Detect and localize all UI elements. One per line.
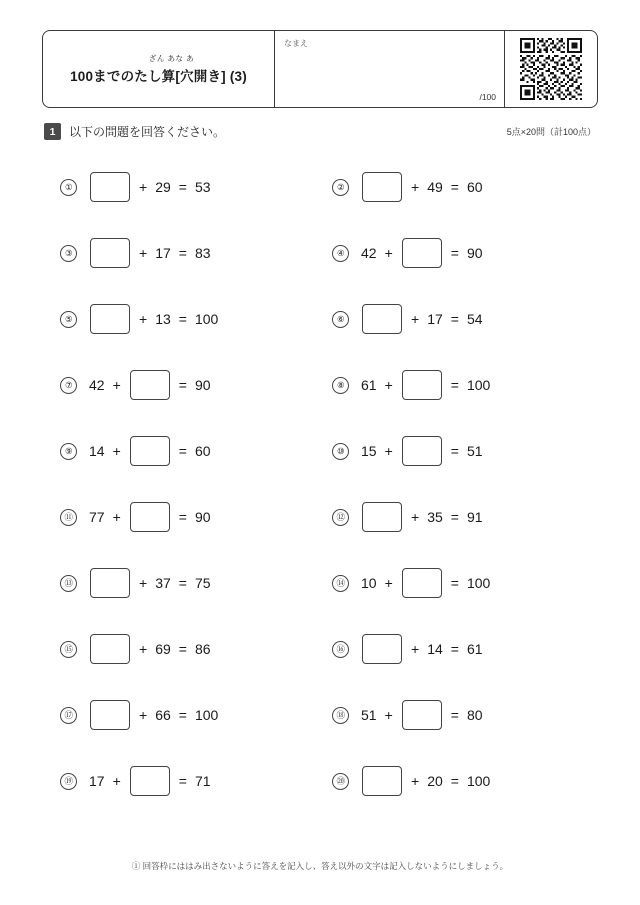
plus-operator: + [139, 179, 148, 195]
left-operand: 14 [89, 443, 105, 459]
problem-number: ① [60, 179, 77, 196]
equals-operator: = [450, 443, 459, 459]
plus-operator: + [411, 311, 420, 327]
result-value: 100 [194, 311, 219, 327]
plus-operator: + [139, 707, 148, 723]
plus-operator: + [384, 377, 393, 393]
plus-operator: + [139, 641, 148, 657]
problem-item [42, 220, 320, 286]
problem-number: ⑭ [332, 575, 349, 592]
answer-box[interactable] [90, 304, 130, 334]
plus-operator: + [139, 245, 148, 261]
equals-operator: = [450, 509, 459, 525]
right-operand: 49 [427, 179, 443, 195]
result-value: 75 [194, 575, 211, 591]
answer-box[interactable] [90, 238, 130, 268]
left-operand: 77 [89, 509, 105, 525]
result-value: 54 [466, 311, 483, 327]
problem-number: ⑨ [60, 443, 77, 460]
answer-box[interactable] [362, 634, 402, 664]
problem-number: ⑮ [60, 641, 77, 658]
result-value: 90 [194, 509, 211, 525]
problem-item [320, 220, 598, 286]
instruction-row [42, 123, 598, 140]
result-value: 53 [194, 179, 211, 195]
problem-number: ⑪ [60, 509, 77, 526]
equals-operator: = [178, 773, 187, 789]
equals-operator: = [450, 707, 459, 723]
answer-box[interactable] [362, 172, 402, 202]
plus-operator: + [384, 575, 393, 591]
qr-cell [505, 31, 597, 107]
problem-item [320, 748, 598, 814]
problem-number: ④ [332, 245, 349, 262]
answer-box[interactable] [90, 172, 130, 202]
problem-number: ⑯ [332, 641, 349, 658]
page-title: 100までのたし算[穴開き] (3) [70, 69, 247, 84]
left-operand: 17 [89, 773, 105, 789]
right-operand: 35 [427, 509, 443, 525]
answer-box[interactable] [362, 502, 402, 532]
plus-operator: + [139, 575, 148, 591]
left-operand: 61 [361, 377, 377, 393]
score-slot: /100 [479, 92, 496, 102]
equals-operator: = [450, 179, 459, 195]
right-operand: 29 [155, 179, 171, 195]
answer-box[interactable] [130, 370, 170, 400]
problem-number: ⑩ [332, 443, 349, 460]
problem-item [320, 682, 598, 748]
result-value: 100 [466, 575, 491, 591]
problem-item [42, 286, 320, 352]
equals-operator: = [178, 443, 187, 459]
answer-box[interactable] [362, 766, 402, 796]
result-value: 100 [466, 773, 491, 789]
equals-operator: = [450, 773, 459, 789]
equals-operator: = [450, 245, 459, 261]
right-operand: 69 [155, 641, 171, 657]
answer-box[interactable] [90, 568, 130, 598]
plus-operator: + [411, 773, 420, 789]
answer-box[interactable] [362, 304, 402, 334]
section-number-badge: 1 [44, 123, 61, 140]
problem-number: ⑧ [332, 377, 349, 394]
equals-operator: = [178, 311, 187, 327]
problem-number: ⑬ [60, 575, 77, 592]
plus-operator: + [112, 773, 121, 789]
problem-item [320, 154, 598, 220]
equals-operator: = [450, 641, 459, 657]
result-value: 86 [194, 641, 211, 657]
footer-note: ① 回答枠にははみ出さないように答えを記入し、答え以外の文字は記入しないようにしましょう。 [131, 861, 509, 871]
answer-box[interactable] [402, 370, 442, 400]
result-value: 100 [466, 377, 491, 393]
result-value: 90 [194, 377, 211, 393]
plus-operator: + [112, 509, 121, 525]
problem-item [42, 616, 320, 682]
result-value: 80 [466, 707, 483, 723]
problem-number: ② [332, 179, 349, 196]
equals-operator: = [178, 245, 187, 261]
answer-box[interactable] [130, 502, 170, 532]
worksheet-header [42, 30, 598, 108]
result-value: 91 [466, 509, 483, 525]
result-value: 83 [194, 245, 211, 261]
title-ruby: ざん あな あ [148, 54, 195, 63]
plus-operator: + [384, 443, 393, 459]
result-value: 100 [194, 707, 219, 723]
plus-operator: + [411, 641, 420, 657]
name-label: なまえ [284, 39, 308, 48]
equals-operator: = [178, 707, 187, 723]
problem-number: ⑥ [332, 311, 349, 328]
problem-item [320, 418, 598, 484]
equals-operator: = [178, 641, 187, 657]
answer-box[interactable] [402, 436, 442, 466]
instruction-text: 以下の問題を回答ください。 [69, 125, 226, 139]
right-operand: 14 [427, 641, 443, 657]
left-operand: 10 [361, 575, 377, 591]
answer-box[interactable] [402, 238, 442, 268]
points-note: 5点×20問（計100点） [506, 127, 596, 137]
plus-operator: + [384, 245, 393, 261]
problem-number: ⑱ [332, 707, 349, 724]
answer-box[interactable] [402, 700, 442, 730]
result-value: 51 [466, 443, 483, 459]
left-operand: 42 [361, 245, 377, 261]
right-operand: 13 [155, 311, 171, 327]
equals-operator: = [450, 575, 459, 591]
result-value: 60 [194, 443, 211, 459]
equals-operator: = [450, 311, 459, 327]
result-value: 71 [194, 773, 211, 789]
equals-operator: = [178, 575, 187, 591]
plus-operator: + [384, 707, 393, 723]
problem-item [42, 352, 320, 418]
left-operand: 15 [361, 443, 377, 459]
left-operand: 42 [89, 377, 105, 393]
problem-item [320, 550, 598, 616]
left-operand: 51 [361, 707, 377, 723]
right-operand: 66 [155, 707, 171, 723]
header-title-cell [43, 31, 275, 107]
plus-operator: + [112, 377, 121, 393]
qr-code-icon [520, 38, 582, 100]
result-value: 61 [466, 641, 483, 657]
answer-box[interactable] [402, 568, 442, 598]
problem-number: ⑫ [332, 509, 349, 526]
answer-box[interactable] [130, 436, 170, 466]
plus-operator: + [112, 443, 121, 459]
problem-number: ⑤ [60, 311, 77, 328]
problem-number: ⑦ [60, 377, 77, 394]
right-operand: 17 [427, 311, 443, 327]
result-value: 60 [466, 179, 483, 195]
equals-operator: = [178, 377, 187, 393]
problem-item [320, 352, 598, 418]
plus-operator: + [411, 179, 420, 195]
problem-item [42, 418, 320, 484]
answer-box[interactable] [90, 700, 130, 730]
problem-item [42, 154, 320, 220]
plus-operator: + [411, 509, 420, 525]
problem-item [320, 286, 598, 352]
right-operand: 17 [155, 245, 171, 261]
answer-box[interactable] [90, 634, 130, 664]
problem-item [320, 616, 598, 682]
equals-operator: = [450, 377, 459, 393]
problem-number: ③ [60, 245, 77, 262]
problem-item [42, 682, 320, 748]
problem-item [42, 484, 320, 550]
result-value: 90 [466, 245, 483, 261]
name-field[interactable] [275, 31, 505, 107]
plus-operator: + [139, 311, 148, 327]
problems-grid [42, 154, 598, 814]
problem-item [320, 484, 598, 550]
answer-box[interactable] [130, 766, 170, 796]
problem-number: ⑲ [60, 773, 77, 790]
problem-item [42, 748, 320, 814]
problem-number: ⑰ [60, 707, 77, 724]
problem-item [42, 550, 320, 616]
equals-operator: = [178, 179, 187, 195]
problem-number: ⑳ [332, 773, 349, 790]
right-operand: 20 [427, 773, 443, 789]
equals-operator: = [178, 509, 187, 525]
right-operand: 37 [155, 575, 171, 591]
